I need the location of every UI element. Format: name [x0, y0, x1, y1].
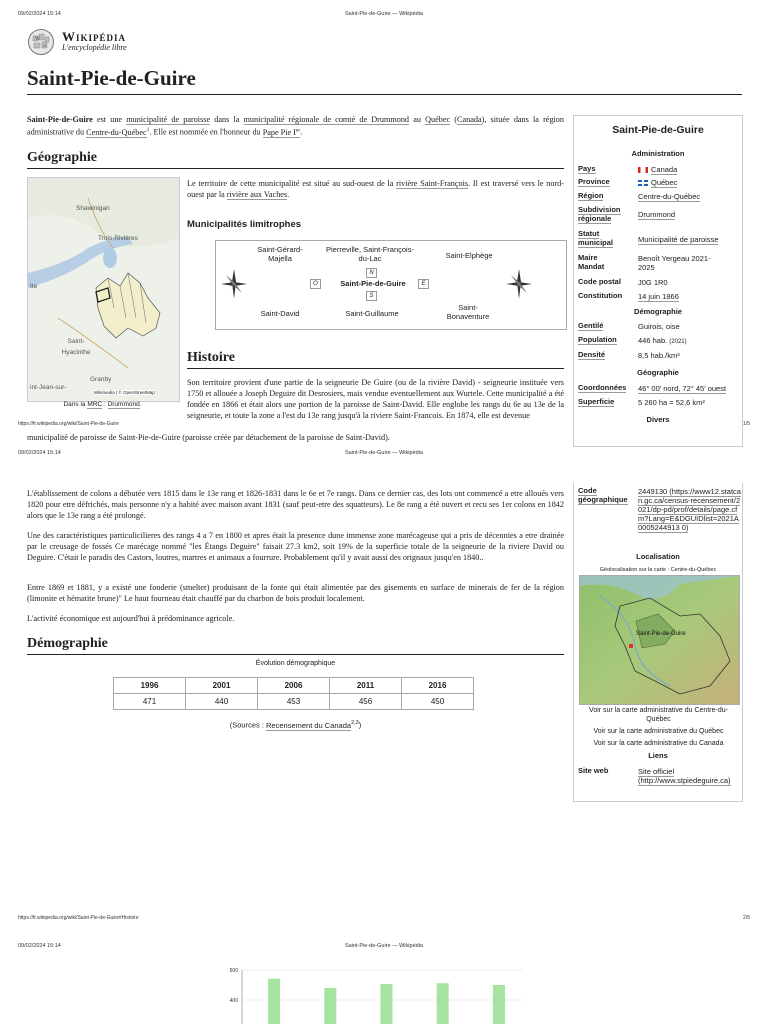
cardinal-n: N	[366, 268, 377, 278]
compass-rose-left-icon	[221, 269, 247, 299]
infobox-value: 446 hab.	[638, 336, 668, 345]
neighbor-s[interactable]: Saint-Guillaume	[345, 309, 399, 318]
infobox-key[interactable]: Population	[578, 335, 617, 344]
print-page-1	[0, 0, 768, 450]
map-credit	[94, 390, 155, 395]
infobox-value: J0G 1R0	[638, 278, 668, 287]
infobox-key[interactable]: Statut municipal	[578, 229, 614, 247]
neighbor-n[interactable]: Pierreville, Saint-François-du-Lac	[326, 245, 414, 263]
link-carte-quebec[interactable]: Voir sur la carte administrative du Québec	[593, 728, 724, 735]
compass-rose-right-icon	[506, 269, 532, 299]
map-label-saint-hyacinthe: Saint-Hyacinthe	[61, 338, 91, 356]
infobox-key[interactable]: Subdivision régionale	[578, 205, 621, 223]
history-paragraph-1-end: municipalité de paroisse de Saint-Pie-de-Guire (paroisse créée par détachement de la paroisse de Saint-David).	[27, 433, 390, 442]
infobox-section-administration: Administration	[631, 149, 685, 158]
infobox-value: Benoît Yergeau 2021-2025	[638, 254, 711, 272]
location-map[interactable]	[27, 177, 180, 402]
infobox-value: 8,5 hab./km²	[638, 351, 680, 360]
neighbor-sw[interactable]: Saint-David	[260, 309, 300, 318]
chart-bar-2006	[381, 984, 393, 1024]
chart-bar-1996	[268, 979, 280, 1024]
infobox-map-links	[580, 706, 737, 748]
chart-y-tick-label: 400	[229, 998, 238, 1004]
table-header-cell: 2011	[330, 678, 402, 694]
infobox	[573, 115, 743, 447]
neighbor-se[interactable]: Saint-Bonaventure	[446, 303, 490, 321]
infobox-value[interactable]: Drummond	[638, 210, 676, 219]
svg-text:Ω: Ω	[43, 43, 47, 48]
infobox-value[interactable]: 14 juin 1866	[638, 292, 679, 301]
table-header-cell: 2006	[258, 678, 330, 694]
locator-map-label: Saint-Pie-de-Guire	[636, 631, 686, 637]
link-recensement-du-canada[interactable]: Recensement du Canada	[266, 720, 352, 730]
table-cell: 471	[114, 694, 186, 710]
infobox-key: Constitution	[578, 291, 623, 300]
map-caption: Dans la MRC : Drummond.	[63, 401, 142, 408]
infobox-key[interactable]: Coordonnées	[578, 383, 627, 392]
map-label-granby: Granby	[90, 376, 112, 383]
infobox-value[interactable]: Canada	[651, 165, 678, 174]
history-paragraph-4: Entre 1869 et 1881, y a existé une fonderie (smelter) produisant de la fonte qui était alimentée par des gisements en surface de minerais de fer de la région (limonite et hématite brune)" Le haut fourneau était chauffé par du charbon de bois produit localement.	[27, 583, 564, 603]
link-riviere-aux-vaches[interactable]: rivière aux Vaches	[226, 190, 288, 199]
infobox-key[interactable]: Province	[578, 177, 610, 186]
infobox-key: Code postal	[578, 277, 621, 286]
intro-text: .	[300, 127, 303, 137]
section-heading-geographie: Géographie	[27, 150, 564, 169]
neighbor-center: Saint-Pie-de-Guire	[340, 279, 406, 288]
print-header	[0, 11, 768, 19]
table-cell: 453	[258, 694, 330, 710]
intro-text: . Elle est nommée en l'honneur du	[149, 127, 263, 137]
print-doc-title: Saint-Pie-de-Guire — Wikipédia	[345, 11, 423, 17]
wikipedia-tagline: L'encyclopédie libre	[62, 43, 127, 52]
history-paragraph-2: L'établissement de colons a débutée vers 1815 dans le 13e rang et 1826-1831 dans le 6e et 7e rangs. Dans ce dernier cas, des lots ont commencé a etre alloués vers 1820 pour etre défrichés, mais personne n'y a habité avec maison avant 1831 (sauf peut-etre des squatteurs). Le 8e rang a été ouvert et recu ses 1er colons en 1842 alors que le 13e rang a été prolongé.	[27, 489, 564, 520]
link-drummond-caption[interactable]: Drummond	[107, 401, 140, 408]
neighbors-heading: Municipalités limitrophes	[187, 219, 302, 230]
table-cell: 440	[186, 694, 258, 710]
print-datetime: 09/02/2024 15:14	[18, 943, 61, 949]
infobox-loc-caption: Géolocalisation sur la carte : Centre-du-Québec	[599, 567, 717, 573]
svg-text:W: W	[35, 36, 41, 42]
table-cell: 456	[330, 694, 402, 710]
demo-table-caption: Évolution démographique	[255, 660, 336, 667]
infobox-continued	[573, 483, 743, 802]
link-centre-du-quebec[interactable]: Centre-du-Québec	[86, 127, 147, 137]
print-url: https://fr.wikipedia.org/wiki/Saint-Pie-de-Guire#Histoire	[18, 915, 139, 921]
section-heading-histoire: Histoire	[187, 350, 564, 369]
infobox-section-geographie: Géographie	[637, 368, 679, 377]
infobox-section-liens: Liens	[648, 751, 668, 760]
chart-bar-2016	[493, 985, 505, 1024]
print-doc-title: Saint-Pie-de-Guire — Wikipédia	[345, 943, 423, 949]
infobox-value[interactable]: Municipalité de paroisse	[638, 235, 719, 244]
map-label-tte: tte	[30, 283, 38, 290]
infobox-key[interactable]: Superficie	[578, 397, 615, 406]
wikipedia-globe-logo[interactable]	[27, 28, 55, 56]
intro-paragraph	[27, 114, 564, 138]
infobox-value-year: (2021)	[669, 339, 687, 345]
neighbors-box	[215, 240, 567, 330]
print-header	[0, 943, 768, 951]
infobox-title: Saint-Pie-de-Guire	[612, 124, 704, 136]
infobox-value-website[interactable]: Site officiel (http://www.stpiedeguire.ca)	[638, 767, 731, 785]
chart-y-tick-label: 500	[229, 968, 238, 974]
print-page-number: 2/5	[743, 915, 750, 921]
map-credit-wikimedia[interactable]: Wikimedia	[94, 390, 115, 395]
link-riviere-saint-francois[interactable]: rivière Saint-François	[396, 179, 469, 188]
chart-bar-2001	[324, 988, 336, 1024]
cardinal-o: O	[310, 279, 321, 289]
print-url: https://fr.wikipedia.org/wiki/Saint-Pie-de-Guire	[18, 421, 119, 427]
infobox-value[interactable]: 46° 00′ nord, 72° 45′ ouest	[638, 384, 727, 393]
map-label-shawinigan: Shawinigan	[76, 205, 110, 212]
infobox-key[interactable]: Code géographique	[578, 486, 628, 504]
section-heading-demographie: Démographie	[27, 636, 564, 655]
link-canada[interactable]: Canada	[457, 115, 482, 124]
map-label-saint-jean: int-Jean-sur-	[30, 384, 67, 391]
infobox-section-demographie: Démographie	[634, 307, 682, 316]
history-paragraph-5: L'activité économique est aujourd'hui à prédominance agricole.	[27, 614, 235, 623]
table-header-cell: 2016	[402, 678, 474, 694]
table-cell: 450	[402, 694, 474, 710]
locator-map[interactable]	[579, 575, 740, 705]
table-row	[114, 694, 474, 710]
footnote-1[interactable]: 1	[146, 127, 150, 133]
infobox-value[interactable]: Québec	[651, 178, 678, 187]
table-header-cell: 2001	[186, 678, 258, 694]
neighbor-nw[interactable]: Saint-Gérard-Majella	[257, 245, 303, 263]
map-label-trois-rivieres: Trois-Rivières	[98, 235, 138, 242]
table-header-row	[114, 678, 474, 694]
infobox-key[interactable]: Région	[578, 191, 604, 200]
infobox-value[interactable]: 2449130 (https://www12.statcan.gc.ca/census-recensement/2021/dp-pd/prof/details/page.cfm?Lang=E&DGUIDlist=2021A0005244913 0)	[638, 487, 741, 532]
demographic-table	[113, 677, 474, 710]
link-carte-canada[interactable]: Voir sur la carte administrative du Canada	[593, 740, 724, 747]
intro-text: dans la	[210, 115, 244, 124]
canada-flag-icon	[638, 167, 648, 173]
history-paragraph-3: Une des caractéristiques particulicilieres des rangs 4 a 7 en 1800 et apres était la presence dune immense zone marécageuse qui a pris de décennies a etre drainée par le creusage de fossés Ce marécage nommé "les Étangs Deguire" faisait 27.3 km2, soit 19% de la superficie totale de la seigneurie de la riviere David ou Deguire. C'était le paradis des Castors, loutres, martres et animaux a fourrure. Probablement qu'il y avait aussi des orignaux jusqu'en 1840..	[27, 531, 564, 562]
intro-subject: Saint-Pie-de-Guire	[27, 115, 93, 124]
cardinal-s: S	[366, 291, 377, 301]
print-doc-title: Saint-Pie-de-Guire — Wikipédia	[345, 450, 423, 456]
print-page-3	[0, 940, 768, 1024]
infobox-key: Maire Mandat	[578, 253, 605, 271]
infobox-section-localisation: Localisation	[636, 552, 680, 561]
quebec-flag-icon	[638, 180, 648, 186]
infobox-value[interactable]: Centre-du-Québec	[638, 192, 701, 201]
intro-text: (	[450, 115, 458, 124]
print-datetime: 09/02/2024 15:14	[18, 450, 61, 456]
intro-text: est une	[92, 115, 127, 124]
link-carte-centre-du-quebec[interactable]: Voir sur la carte administrative du Centre-du-Québec	[589, 707, 728, 723]
link-mrc-caption[interactable]: MRC	[87, 401, 103, 408]
link-quebec[interactable]: Québec	[425, 115, 451, 124]
neighbor-ne[interactable]: Saint-Elphège	[445, 251, 493, 260]
cardinal-e: E	[418, 279, 429, 289]
geography-paragraph: Le territoire de cette municipalité est situé au sud-ouest de la rivière Saint-François. Il est traversé vers le nord-ouest par la rivière aux Vaches.	[187, 179, 564, 199]
population-bar-chart	[218, 964, 528, 1024]
link-mrc[interactable]: municipalité régionale de comté de Drummond	[243, 115, 410, 124]
infobox-section-divers: Divers	[646, 415, 670, 424]
infobox-key: Site web	[578, 766, 609, 775]
page-title: Saint-Pie-de-Guire	[27, 66, 742, 95]
intro-text: ), située dans la région administrative du	[27, 115, 564, 137]
print-page-2	[0, 450, 768, 940]
map-credit-osm[interactable]: | © OpenStreetMap	[114, 390, 155, 395]
history-paragraph-1: Son territoire provient d'une partie de la seigneurie De Guire (ou de la rivière David) - seigneurie instituée vers 1750 et allouée a Joseph Deguire dit Desrosiers, mais vendue eventuellement aux Wurtele. Cette municipalité a été fondée en 1866 et était alors une portion de la paroisse de Saint-David. Elle englobe les rangs du 6e au 13e de la seigneurie, et toute la zone a l'est du 13e rang jusqu'à la riviere Saint-Francois. En 1874, elle est devenue	[187, 378, 564, 420]
infobox-key[interactable]: Densité	[578, 350, 606, 359]
link-pape-pie[interactable]: Pape Pie Ier	[262, 127, 301, 137]
intro-text: au	[409, 115, 426, 124]
link-municipalite-de-paroisse[interactable]: municipalité de paroisse	[126, 115, 211, 124]
chart-bar-2011	[437, 983, 449, 1024]
print-header	[0, 450, 768, 458]
table-header-cell: 1996	[114, 678, 186, 694]
wikipedia-wordmark[interactable]: Wikipédia	[62, 29, 127, 44]
infobox-key[interactable]: Gentilé	[578, 321, 604, 330]
infobox-key[interactable]: Pays	[578, 164, 596, 173]
infobox-value: Guirois, oise	[638, 322, 680, 331]
footnote-2-3[interactable]: 2,3	[351, 720, 359, 726]
print-page-number: 1/5	[743, 421, 750, 427]
demo-sources: (Sources : Recensement du Canada$^{2,3}$)	[229, 720, 362, 730]
infobox-value: 5 260 ha = 52,6 km²	[638, 398, 705, 407]
print-datetime: 09/02/2024 15:14	[18, 11, 61, 17]
